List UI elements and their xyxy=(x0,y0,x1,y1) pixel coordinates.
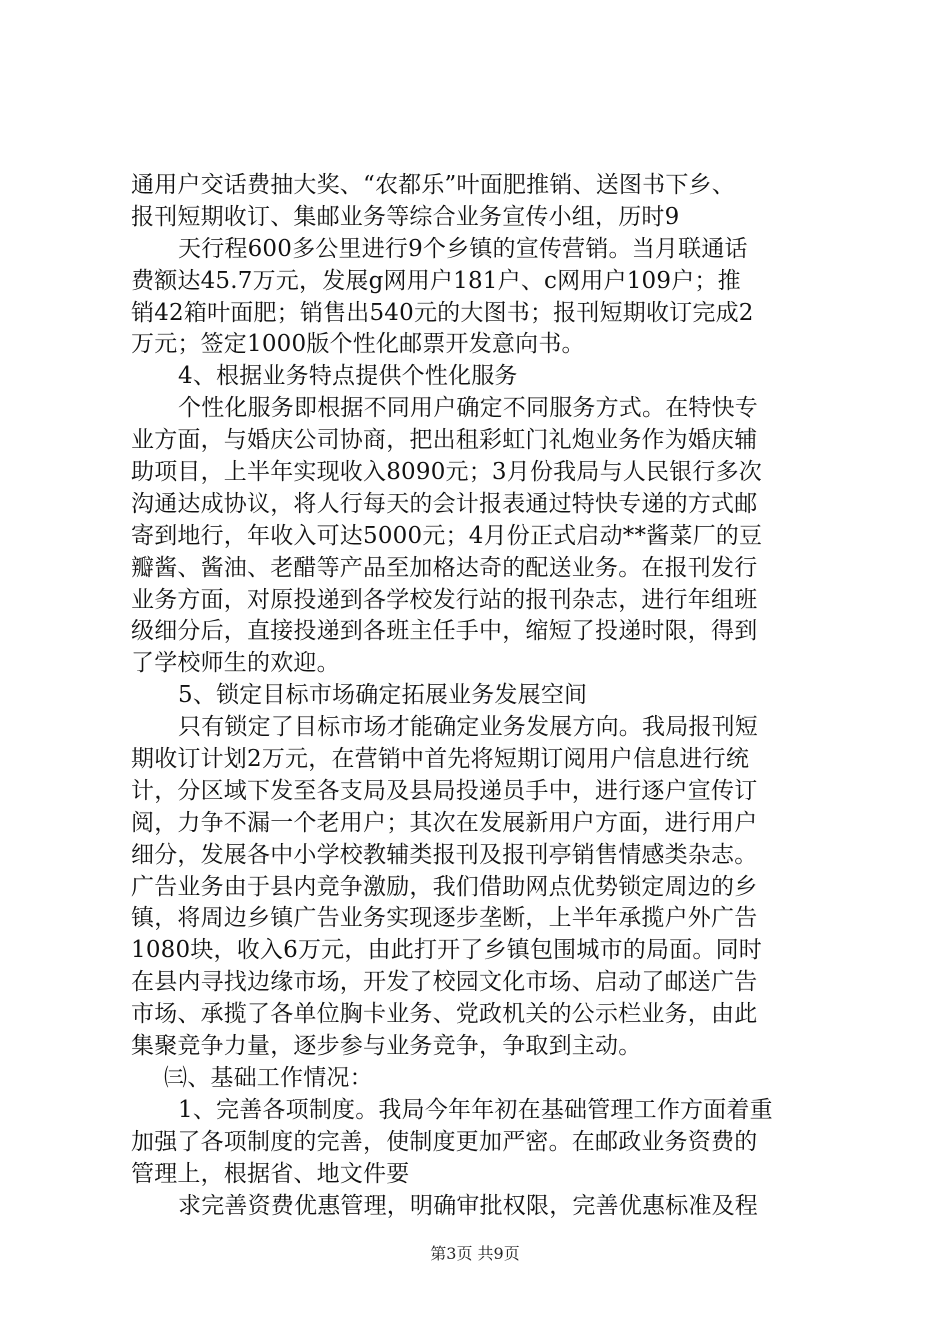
text-line: 只有锁定了目标市场才能确定业务发展方向。我局报刊短 xyxy=(178,714,758,741)
text-line: 市场、承揽了各单位胸卡业务、党政机关的公示栏业务，由此 xyxy=(131,1001,758,1028)
section-heading: ㈢、基础工作情况： xyxy=(164,1064,373,1091)
text-line: 沟通达成协议，将人行每天的会计报表通过特快专递的方式邮 xyxy=(131,490,758,517)
text-line: 寄到地行，年收入可达5000元；4月份正式启动**酱菜厂的豆 xyxy=(131,522,763,549)
text-line: 费额达45.7万元，发展g网用户181户、c网用户109户；推 xyxy=(131,267,741,294)
text-line: 销42箱叶面肥；销售出540元的大图书；报刊短期收订完成2 xyxy=(131,299,754,326)
text-line: 加强了各项制度的完善，使制度更加严密。在邮政业务资费的 xyxy=(131,1128,758,1155)
text-line: 期收订计划2万元，在营销中首先将短期订阅用户信息进行统 xyxy=(131,746,750,773)
text-line: 瓣酱、酱油、老醋等产品至加格达奇的配送业务。在报刊发行 xyxy=(131,554,758,581)
text-line: 通用户交话费抽大奖、“农都乐”叶面肥推销、送图书下乡、 xyxy=(131,172,735,198)
text-line: 集聚竞争力量，逐步参与业务竞争，争取到主动。 xyxy=(131,1033,642,1060)
text-line: 个性化服务即根据不同用户确定不同服务方式。在特快专 xyxy=(178,395,758,422)
text-line: 广告业务由于县内竞争激励，我们借助网点优势锁定周边的乡 xyxy=(131,873,758,900)
text-line: 级细分后，直接投递到各班主任手中，缩短了投递时限，得到 xyxy=(131,618,758,645)
text-line: 阅，力争不漏一个老用户；其次在发展新用户方面，进行用户 xyxy=(131,809,758,836)
text-line: 了学校师生的欢迎。 xyxy=(131,650,340,677)
body-text xyxy=(131,170,831,1222)
text-line: 助项目，上半年实现收入8090元；3月份我局与人民银行多次 xyxy=(131,459,762,486)
text-line: 求完善资费优惠管理，明确审批权限，完善优惠标准及程 xyxy=(178,1192,758,1219)
text-line: 业务方面，对原投递到各学校发行站的报刊杂志，进行年组班 xyxy=(131,586,758,613)
text-line: 细分，发展各中小学校教辅类报刊及报刊亭销售情感类杂志。 xyxy=(131,841,758,868)
text-line: 在县内寻找边缘市场，开发了校园文化市场、启动了邮送广告 xyxy=(131,969,758,996)
page-number: 第3页 共9页 xyxy=(430,1244,520,1263)
text-line: 1080块，收入6万元，由此打开了乡镇包围城市的局面。同时 xyxy=(131,937,762,964)
text-line: 天行程600多公里进行9个乡镇的宣传营销。当月联通话 xyxy=(178,235,748,262)
text-line: 业方面，与婚庆公司协商，把出租彩虹门礼炮业务作为婚庆辅 xyxy=(131,427,758,454)
text-line: 镇，将周边乡镇广告业务实现逐步垄断，上半年承揽户外广告 xyxy=(131,905,758,932)
section-heading: 5、锁定目标市场确定拓展业务发展空间 xyxy=(178,682,588,709)
section-heading: 4、根据业务特点提供个性化服务 xyxy=(178,363,518,390)
text-line: 计，分区域下发至各支局及县局投递员手中，进行逐户宣传订 xyxy=(131,777,758,804)
text-line: 万元；签定1000版个性化邮票开发意向书。 xyxy=(131,331,585,358)
text-line: 1、完善各项制度。我局今年年初在基础管理工作方面着重 xyxy=(178,1096,773,1123)
text-line: 报刊短期收订、集邮业务等综合业务宣传小组，历时9 xyxy=(131,203,680,230)
text-line: 管理上，根据省、地文件要 xyxy=(131,1160,410,1187)
